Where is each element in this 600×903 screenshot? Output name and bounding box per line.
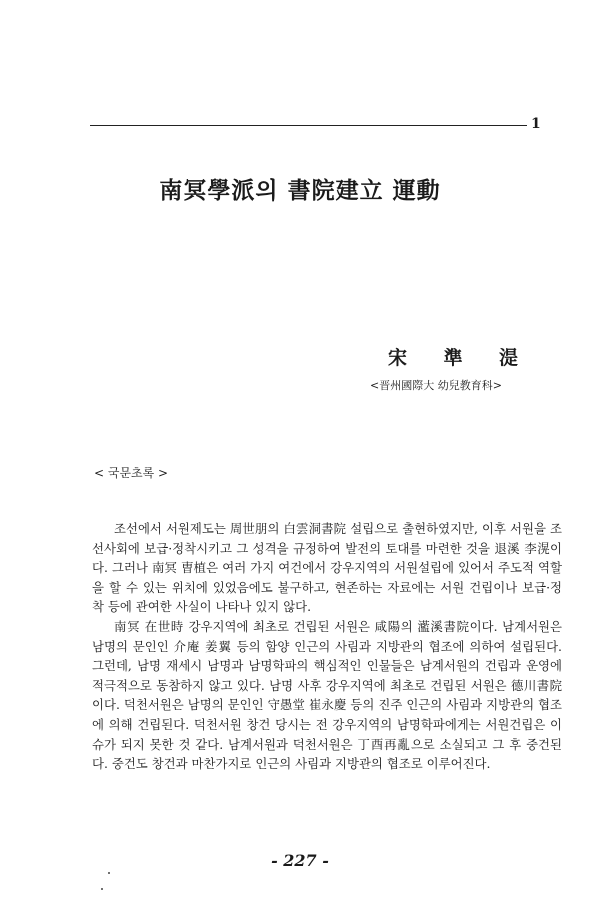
abstract-body — [92, 519, 562, 774]
author-affiliation: <晋州國際大 幼兒教育科> — [370, 379, 502, 392]
abstract-paragraph: 조선에서 서원제도는 周世朋의 白雲洞書院 설립으로 출현하였지만, 이후 서원을 조선사회에 보급·정착시키고 그 성격을 규정하여 발전의 토대를 마련한 것을 退溪 李滉이다. 그러나 南冥 曺植은 여러 가지 여건에서 강우지역의 서원설립에 있어서 주도적 역할을 할 수 있는 위치에 있었음에도 불구하고, 현존하는 자료에는 서원 건립이나 보급·정착 등에 관여한 사실이 나타나 있지 않다. — [92, 521, 562, 615]
author-name-char: 湜 — [498, 347, 518, 369]
paper-title: 南冥學派의 書院建立 運動 — [159, 177, 441, 204]
page-folio: - 227 - — [271, 851, 329, 870]
chapter-number: 1 — [531, 116, 541, 132]
author-name — [388, 343, 518, 370]
header-rule — [90, 125, 527, 126]
scan-speck — [108, 872, 110, 874]
abstract-paragraph: 南冥 在世時 강우지역에 최초로 건립된 서원은 咸陽의 灆溪書院이다. 남계서원은 남명의 문인인 介庵 姜翼 등의 함양 인근의 사림과 지방관의 협조에 의하여 설립된다. 그런데, 남명 재세시 남명과 남명학파의 핵심적인 인물들은 남계서원의 건립과 운영에 적극적으로 동참하지 않고 있다. 남명 사후 강우지역에 최초로 건립된 서원은 德川書院이다. 덕천서원은 남명의 문인인 守愚堂 崔永慶 등의 진주 인근의 사림과 지방관의 협조에 의해 건립된다. 덕천서원 창건 당시는 전 강우지역의 남명학파에게는 서원건립은 이슈가 되지 못한 것 같다. 남계서원과 덕천서원은 丁酉再亂으로 소실되고 그 후 중건된다. 중건도 창건과 마찬가지로 인근의 사림과 지방관의 협조로 이루어진다. — [92, 618, 562, 772]
author-name-char: 宋 — [388, 347, 408, 369]
abstract-heading: < 국문초록 > — [94, 466, 169, 480]
scan-speck — [101, 888, 103, 890]
author-name-char: 準 — [443, 347, 463, 369]
